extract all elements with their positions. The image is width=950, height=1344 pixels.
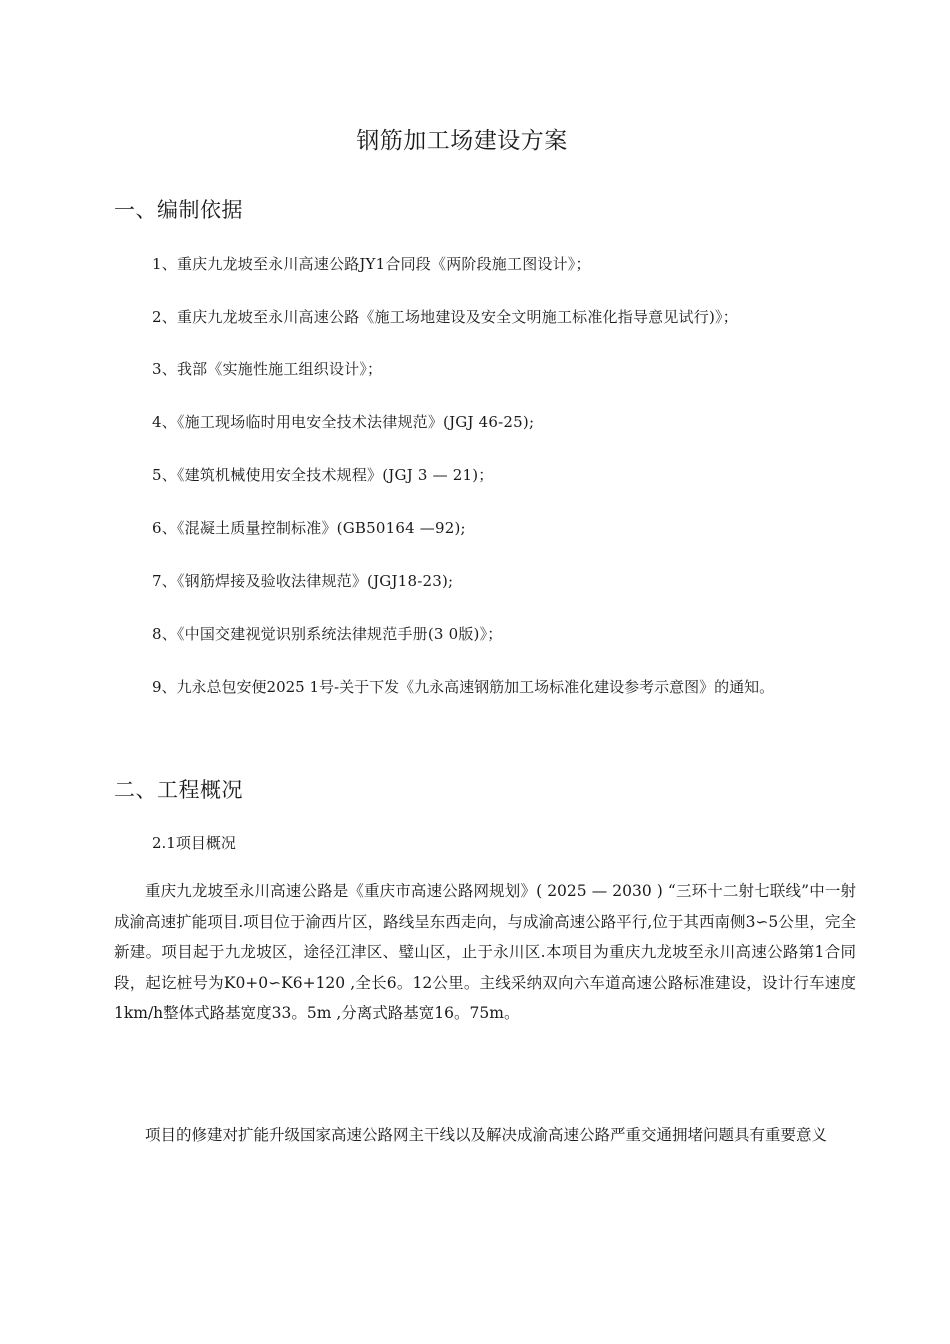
- paragraph: 项目的修建对扩能升级国家高速公路网主干线以及解决成渝高速公路严重交通拥堵问题具有重要意义: [145, 1126, 828, 1144]
- section-heading-basis: 一、编制依据: [114, 198, 243, 222]
- list-item: 1、重庆九龙坡至永川高速公路JY1合同段《两阶段施工图设计》；: [152, 255, 591, 273]
- list-item: 9、九永总包安便2025 1号-关于下发《九永高速钢筋加工场标准化建设参考示意图》的通知。: [152, 678, 775, 696]
- paragraph: 重庆九龙坡至永川高速公路是《重庆市高速公路网规划》( 2025 — 2030 ) “三环十二射七联线”中一射成渝高速扩能项目.项目位于渝西片区，路线呈东西走向，与成渝高速公路平行,位于其西南侧3∽5公里，完全新建。项目起于九龙坡区，途径江津区、璧山区，止于永川区.本项目为重庆九龙坡至永川高速公路第1合同段，起讫桩号为K0+0∽K6+120 ,全长6。12公里。主线采纳双向六车道高速公路标准建设，设计行车速度1km/h整体式路基宽度33。5m ,分离式路基宽16。75m。: [114, 882, 856, 1022]
- subsection-heading: 2.1项目概况: [152, 834, 236, 852]
- list-item: 8、《中国交建视觉识别系统法律规范手册(3 0版)》；: [152, 625, 503, 643]
- list-item: 5、《建筑机械使用安全技术规程》(JGJ 3 — 21)；: [152, 466, 494, 484]
- section-heading-overview: 二、工程概况: [114, 778, 243, 802]
- list-item: 6、《混凝土质量控制标准》(GB50164 —92);: [152, 519, 466, 537]
- document-title: 钢筋加工场建设方案: [356, 128, 568, 154]
- list-item: 4、《施工现场临时用电安全技术法律规范》(JGJ 46-25);: [152, 413, 535, 431]
- list-item: 3、我部《实施性施工组织设计》；: [152, 360, 383, 378]
- list-item: 2、重庆九龙坡至永川高速公路《施工场地建设及安全文明施工标准化指导意见试行)》；: [152, 308, 738, 326]
- list-item: 7、《钢筋焊接及验收法律规范》(JGJ18-23);: [152, 572, 454, 590]
